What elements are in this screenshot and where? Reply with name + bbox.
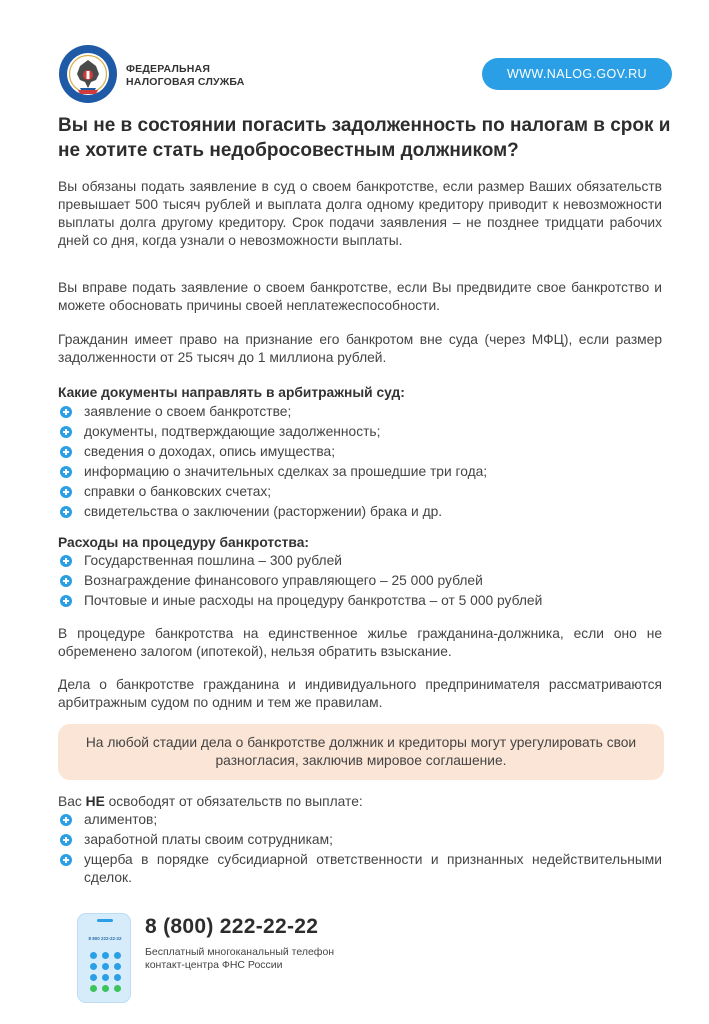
list-item-text: документы, подтверждающие задолженность; <box>84 424 381 439</box>
keypad-dot <box>90 952 97 959</box>
list-item-text: свидетельства о заключении (расторжении) брака и др. <box>84 504 443 519</box>
list-item <box>58 483 662 503</box>
keypad-dot <box>90 963 97 970</box>
documents-heading: Какие документы направлять в арбитражный суд: <box>58 385 405 400</box>
keypad-dot-green <box>90 985 97 992</box>
plus-bullet-icon <box>60 486 72 498</box>
website-link-button[interactable]: WWW.NALOG.GOV.RU <box>482 58 672 90</box>
list-item-text: информацию о значительных сделках за прошедшие три года; <box>84 464 488 479</box>
list-item-text: ущерба в порядке субсидиарной ответственности и признанных недействительными сделок. <box>84 852 662 885</box>
paragraph-obligation: Вы обязаны подать заявление в суд о своем банкротстве, если размер Ваших обязательств превышает 500 тысяч рублей и выплата долга одному кредитору приводит к невозможности выплаты долга другому кредитору. Срок подачи заявления – не позднее тридцати рабочих дней со дня, когда узнали о невозможности выплаты. <box>58 179 662 248</box>
obligations-list <box>58 811 662 887</box>
keypad-dot <box>114 963 121 970</box>
agency-line-1: ФЕДЕРАЛЬНАЯ <box>126 63 211 75</box>
fns-emblem-icon <box>58 44 118 104</box>
hotline-desc-line-1: Бесплатный многоканальный телефон <box>145 946 335 958</box>
plus-bullet-icon <box>60 466 72 478</box>
keypad-dot <box>90 974 97 981</box>
list-item-text: алиментов; <box>84 812 158 827</box>
list-item <box>58 552 662 572</box>
paragraph-mfc: Гражданин имеет право на признание его банкротом вне суда (через МФЦ), если размер задолженности от 25 тысяч до 1 миллиона рублей. <box>58 332 662 365</box>
intro-post: освободят от обязательств по выплате: <box>104 794 363 809</box>
keypad-dot <box>102 974 109 981</box>
list-item-text: Почтовые и иные расходы на процедуру банкротства – от 5 000 рублей <box>84 593 543 608</box>
list-item <box>58 592 662 612</box>
hotline-desc-line-2: контакт-центра ФНС России <box>145 959 283 971</box>
expenses-heading: Расходы на процедуру банкротства: <box>58 535 310 550</box>
list-item <box>58 403 662 423</box>
list-item-text: Вознаграждение финансового управляющего – 25 000 рублей <box>84 573 483 588</box>
plus-bullet-icon <box>60 446 72 458</box>
keypad-dot <box>102 952 109 959</box>
plus-bullet-icon <box>60 555 72 567</box>
plus-bullet-icon <box>60 506 72 518</box>
list-item <box>58 572 662 592</box>
plus-bullet-icon <box>60 426 72 438</box>
hotline-number[interactable]: 8 (800) 222-22-22 <box>145 915 319 938</box>
plus-bullet-icon <box>60 406 72 418</box>
keypad-dot-green <box>114 985 121 992</box>
list-item-text: Государственная пошлина – 300 рублей <box>84 553 342 568</box>
intro-bold: НЕ <box>85 794 105 809</box>
phone-keypad <box>90 952 122 992</box>
paragraph-housing: В процедуре банкротства на единственное жилье гражданина-должника, если оно не обременено залогом (ипотекой), нельзя обратить взыскание. <box>58 626 662 659</box>
list-item-text: заявление о своем банкротстве; <box>84 404 292 419</box>
list-item <box>58 811 662 831</box>
settlement-callout: На любой стадии дела о банкротстве должник и кредиторы могут урегулировать свои разногласия, заключив мировое соглашение. <box>58 724 664 780</box>
list-item <box>58 463 662 483</box>
expenses-list <box>58 552 662 612</box>
keypad-dot <box>114 974 121 981</box>
phone-icon <box>77 913 131 1003</box>
plus-bullet-icon <box>60 834 72 846</box>
paragraph-right: Вы вправе подать заявление о своем банкротстве, если Вы предвидите свое банкротство и можете обосновать причины своей неплатежеспособности. <box>58 280 662 313</box>
plus-bullet-icon <box>60 854 72 866</box>
header <box>58 44 672 106</box>
intro-pre: Вас <box>58 794 86 809</box>
keypad-dot <box>102 963 109 970</box>
list-item-text: заработной платы своим сотрудникам; <box>84 832 333 847</box>
phone-screen-number: 8 800 222-22-22 <box>88 936 122 941</box>
obligations-intro <box>58 793 363 811</box>
list-item <box>58 423 662 443</box>
keypad-dot-green <box>102 985 109 992</box>
list-item <box>58 443 662 463</box>
list-item <box>58 831 662 851</box>
list-item-text: справки о банковских счетах; <box>84 484 272 499</box>
plus-bullet-icon <box>60 595 72 607</box>
hotline-description <box>145 946 334 972</box>
paragraph-court: Дела о банкротстве гражданина и индивидуального предпринимателя рассматриваются арбитражным судом по одним и тем же правилам. <box>58 677 662 710</box>
agency-name <box>126 63 245 89</box>
list-item <box>58 503 662 523</box>
list-item-text: сведения о доходах, опись имущества; <box>84 444 336 459</box>
page-title: Вы не в состоянии погасить задолженность по налогам в срок и не хотите стать недобросовестным должником? <box>58 115 671 161</box>
plus-bullet-icon <box>60 575 72 587</box>
keypad-dot <box>114 952 121 959</box>
plus-bullet-icon <box>60 814 72 826</box>
list-item <box>58 851 662 887</box>
phone-speaker <box>97 919 113 922</box>
documents-list <box>58 403 662 523</box>
agency-line-2: НАЛОГОВАЯ СЛУЖБА <box>126 76 245 88</box>
